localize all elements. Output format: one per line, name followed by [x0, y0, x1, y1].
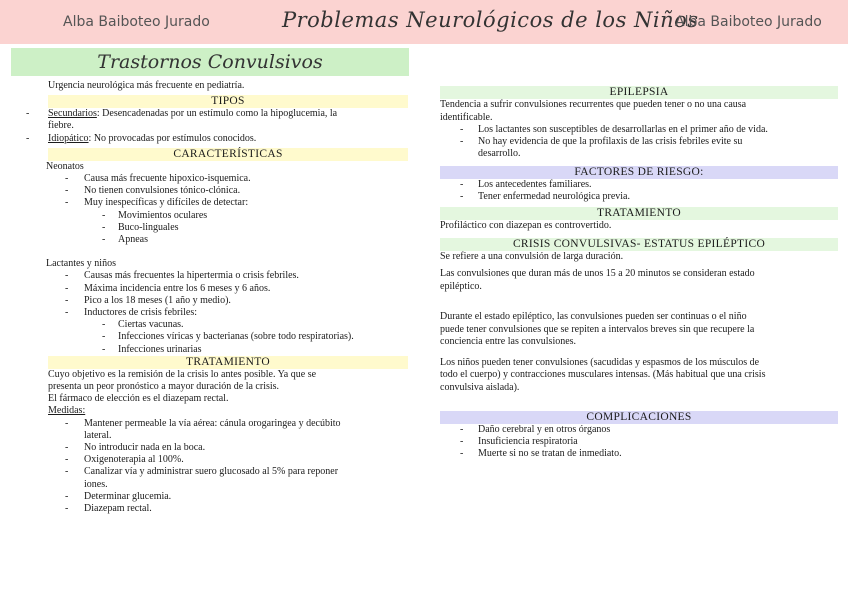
- tratamiento-text: El fármaco de elección es el diazepam rectal.: [48, 393, 229, 405]
- crisis-heading: CRISIS CONVULSIVAS- ESTATUS EPILÉPTICO: [440, 238, 838, 251]
- list-item: - No hay evidencia de que la profilaxis de las crisis febriles evite su desarrollo.: [440, 136, 838, 160]
- neonatos-label: Neonatos: [46, 160, 84, 172]
- list-item: - Insuficiencia respiratoria: [440, 436, 838, 448]
- page-title: Problemas Neurológicos de los Niños: [282, 8, 699, 32]
- list-item: - Apneas: [8, 234, 408, 246]
- medidas-list: [8, 418, 408, 516]
- factores-list: [440, 179, 838, 203]
- tipos-term: Secundarios: [48, 108, 97, 120]
- right-column: [440, 86, 838, 461]
- list-item: - Mantener permeable la vía aérea: cánula orogaringea y decúbito lateral.: [8, 418, 408, 442]
- list-item: - Infecciones víricas y bacterianas (sobre todo respiratorias).: [8, 331, 408, 343]
- section-title: Trastornos Convulsivos: [11, 48, 409, 76]
- crisis-text: Las convulsiones que duran más de unos 15 a 20 minutos se consideran estado: [440, 268, 755, 280]
- list-item: - Ciertas vacunas.: [8, 319, 408, 331]
- tipos-heading: TIPOS: [48, 95, 408, 108]
- neonatos-list: [8, 173, 408, 210]
- crisis-text: Se refiere a una convulsión de larga duración.: [440, 250, 624, 262]
- list-item: - Oxigenoterapia al 100%.: [8, 454, 408, 466]
- list-item: - No introducir nada en la boca.: [8, 442, 408, 454]
- intro-text: Urgencia neurológica más frecuente en pediatría.: [48, 80, 245, 91]
- lactantes-label: Lactantes y niños: [46, 258, 116, 270]
- crisis-text: conciencia entre las convulsiones.: [440, 336, 577, 348]
- author-name-left: Alba Baiboteo Jurado: [63, 14, 210, 30]
- caracteristicas-heading: CARACTERÍSTICAS: [48, 148, 408, 161]
- crisis-text: Durante el estado epiléptico, las convulsiones pueden ser continuas o el niño: [440, 311, 747, 323]
- tratamiento-text: Cuyo objetivo es la remisión de la crisis lo antes posible. Ya que se: [48, 368, 317, 380]
- list-item: - Canalizar vía y administrar suero glucosado al 5% para reponer iones.: [8, 466, 408, 490]
- neonatos-sublist: [8, 210, 408, 247]
- tratamiento-text: presenta un peor pronóstico a mayor duración de la crisis.: [48, 381, 280, 393]
- tratamiento-right-heading: TRATAMIENTO: [440, 207, 838, 220]
- list-item: - Buco-linguales: [8, 222, 408, 234]
- crisis-text: todo el cuerpo) y contracciones musculares intensas. (Más habitual que una crisis: [440, 369, 766, 381]
- tipos-term: Idiopático: [48, 132, 89, 144]
- list-item: - Determinar glucemia.: [8, 491, 408, 503]
- crisis-text: Los niños pueden tener convulsiones (sacudidas y espasmos de los músculos de: [440, 356, 760, 368]
- epilepsia-text: Tendencia a sufrir convulsiones recurrentes que pueden tener o no una causa: [440, 99, 747, 110]
- list-item: - Pico a los 18 meses (1 año y medio).: [8, 295, 408, 307]
- epilepsia-text: identificable.: [440, 111, 493, 123]
- list-item: - Los lactantes son susceptibles de desarrollarlas en el primer año de vida.: [440, 124, 838, 136]
- list-item: - Causa más frecuente hipoxico-isquemica.: [8, 173, 408, 185]
- list-item: - Movimientos oculares: [8, 210, 408, 222]
- tratamiento-heading: TRATAMIENTO: [48, 356, 408, 369]
- crisis-text: epiléptico.: [440, 280, 482, 292]
- list-item: - Inductores de crisis febriles:: [8, 307, 408, 319]
- list-item: - Tener enfermedad neurológica previa.: [440, 191, 838, 203]
- lactantes-sublist: [8, 319, 408, 356]
- page-header: [0, 0, 848, 44]
- author-name-right: Alba Baiboteo Jurado: [675, 14, 822, 30]
- list-item: - Daño cerebral y en otros órganos: [440, 424, 838, 436]
- lactantes-list: [8, 270, 408, 319]
- list-item: - Muerte si no se tratan de inmediato.: [440, 448, 838, 460]
- complicaciones-heading: COMPLICACIONES: [440, 411, 838, 424]
- list-item: - Causas más frecuentes la hipertermia o crisis febriles.: [8, 270, 408, 282]
- tratamiento-right-text: Profiláctico con diazepan es controvertido.: [440, 220, 612, 232]
- left-column: [8, 48, 408, 515]
- list-item: - Muy inespecíficas y difíciles de detectar:: [8, 197, 408, 209]
- list-item: - Máxima incidencia entre los 6 meses y 6 años.: [8, 283, 408, 295]
- tipos-item-cont: fiebre.: [48, 120, 74, 132]
- factores-heading: FACTORES DE RIESGO:: [440, 166, 838, 179]
- crisis-text: puede tener convulsiones que se repiten a intervalos breves sin que recupere la: [440, 323, 755, 335]
- list-item: - Los antecedentes familiares.: [440, 179, 838, 191]
- crisis-text: convulsiva aislada).: [440, 381, 520, 393]
- epilepsia-list: [440, 124, 838, 161]
- complicaciones-list: [440, 424, 838, 461]
- list-item: - No tienen convulsiones tónico-clónica.: [8, 185, 408, 197]
- tipos-item: - Secundarios: Desencadenadas por un estímulo como la hipoglucemia, la: [8, 108, 408, 120]
- list-item: - Infecciones urinarias: [8, 344, 408, 356]
- tipos-item: - Idiopático: No provocadas por estímulos conocidos.: [8, 133, 408, 145]
- medidas-label: Medidas:: [48, 405, 86, 417]
- list-item: - Diazepam rectal.: [8, 503, 408, 515]
- epilepsia-heading: EPILEPSIA: [440, 86, 838, 99]
